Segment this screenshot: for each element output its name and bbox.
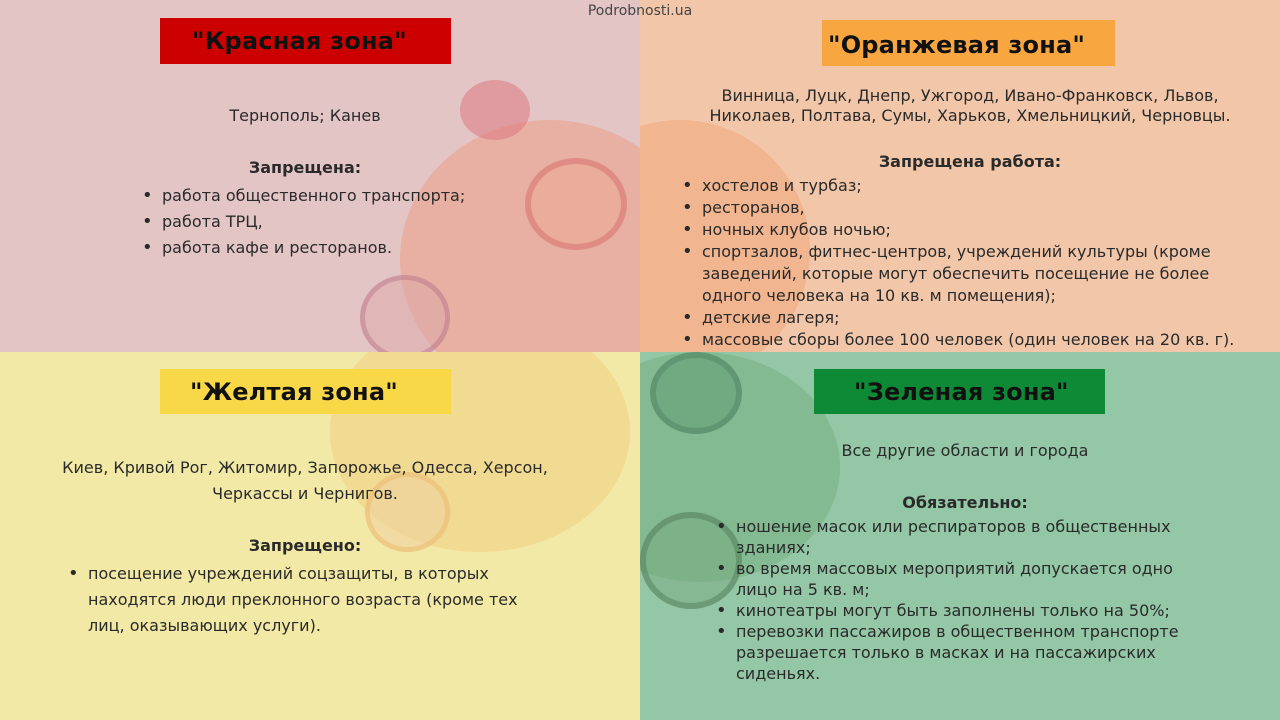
- virus-spike-decoration: [650, 352, 742, 434]
- orange-zone-list: [680, 175, 1255, 351]
- red-zone-cities: Тернополь; Канев: [229, 106, 381, 125]
- orange-zone-cities-line1: Винница, Луцк, Днепр, Ужгород, Ивано-Франковск, Львов,: [721, 86, 1219, 105]
- source-label: Podrobnosti.ua: [587, 3, 693, 19]
- list-item: • перевозки пассажиров в общественном транспорте разрешается только в масках и на пассажирских сиденьях.: [714, 621, 1214, 684]
- green-zone-title: "Зеленая зона": [814, 369, 1105, 414]
- green-zone-list: [714, 516, 1214, 684]
- list-item: • детские лагеря;: [680, 307, 1255, 329]
- virus-spike-decoration: [360, 275, 450, 352]
- orange-zone-cities-line2: Николаев, Полтава, Сумы, Харьков, Хмельницкий, Черновцы.: [709, 106, 1231, 125]
- green-zone-heading: Обязательно:: [902, 493, 1028, 512]
- list-item: • посещение учреждений соцзащиты, в которых находятся люди преклонного возраста (кроме тех лиц, оказывающих услуги).: [66, 561, 541, 639]
- green-zone-cities: Все другие области и города: [841, 441, 1089, 460]
- list-item: • работа кафе и ресторанов.: [140, 235, 520, 261]
- list-item: • ночных клубов ночью;: [680, 219, 1255, 241]
- yellow-zone-heading: Запрещено:: [248, 536, 362, 555]
- list-item: • кинотеатры могут быть заполнены только на 50%;: [714, 600, 1214, 621]
- yellow-zone-cities-line2: Черкассы и Чернигов.: [212, 484, 398, 503]
- orange-zone-heading: Запрещена работа:: [878, 152, 1062, 171]
- list-item: • ресторанов,: [680, 197, 1255, 219]
- list-item: • во время массовых мероприятий допускается одно лицо на 5 кв. м;: [714, 558, 1214, 600]
- list-item: • работа ТРЦ,: [140, 209, 520, 235]
- list-item: • хостелов и турбаз;: [680, 175, 1255, 197]
- virus-spike-decoration: [525, 158, 627, 250]
- red-zone-list: [140, 183, 520, 261]
- yellow-zone-list: [66, 561, 541, 639]
- yellow-zone-cities-line1: Киев, Кривой Рог, Житомир, Запорожье, Одесса, Херсон,: [62, 458, 548, 477]
- list-item: • спортзалов, фитнес-центров, учреждений культуры (кроме заведений, которые могут обеспечить посещение не более одного человека на 10 кв. м помещения);: [680, 241, 1255, 307]
- red-zone-heading: Запрещена:: [248, 158, 362, 177]
- list-item: • работа общественного транспорта;: [140, 183, 520, 209]
- red-zone-title: "Красная зона": [160, 18, 451, 64]
- orange-zone-title: "Оранжевая зона": [822, 20, 1115, 66]
- list-item: • массовые сборы более 100 человек (один человек на 20 кв. г).: [680, 329, 1255, 351]
- list-item: • ношение масок или респираторов в общественных зданиях;: [714, 516, 1214, 558]
- yellow-zone-title: "Желтая зона": [160, 369, 451, 414]
